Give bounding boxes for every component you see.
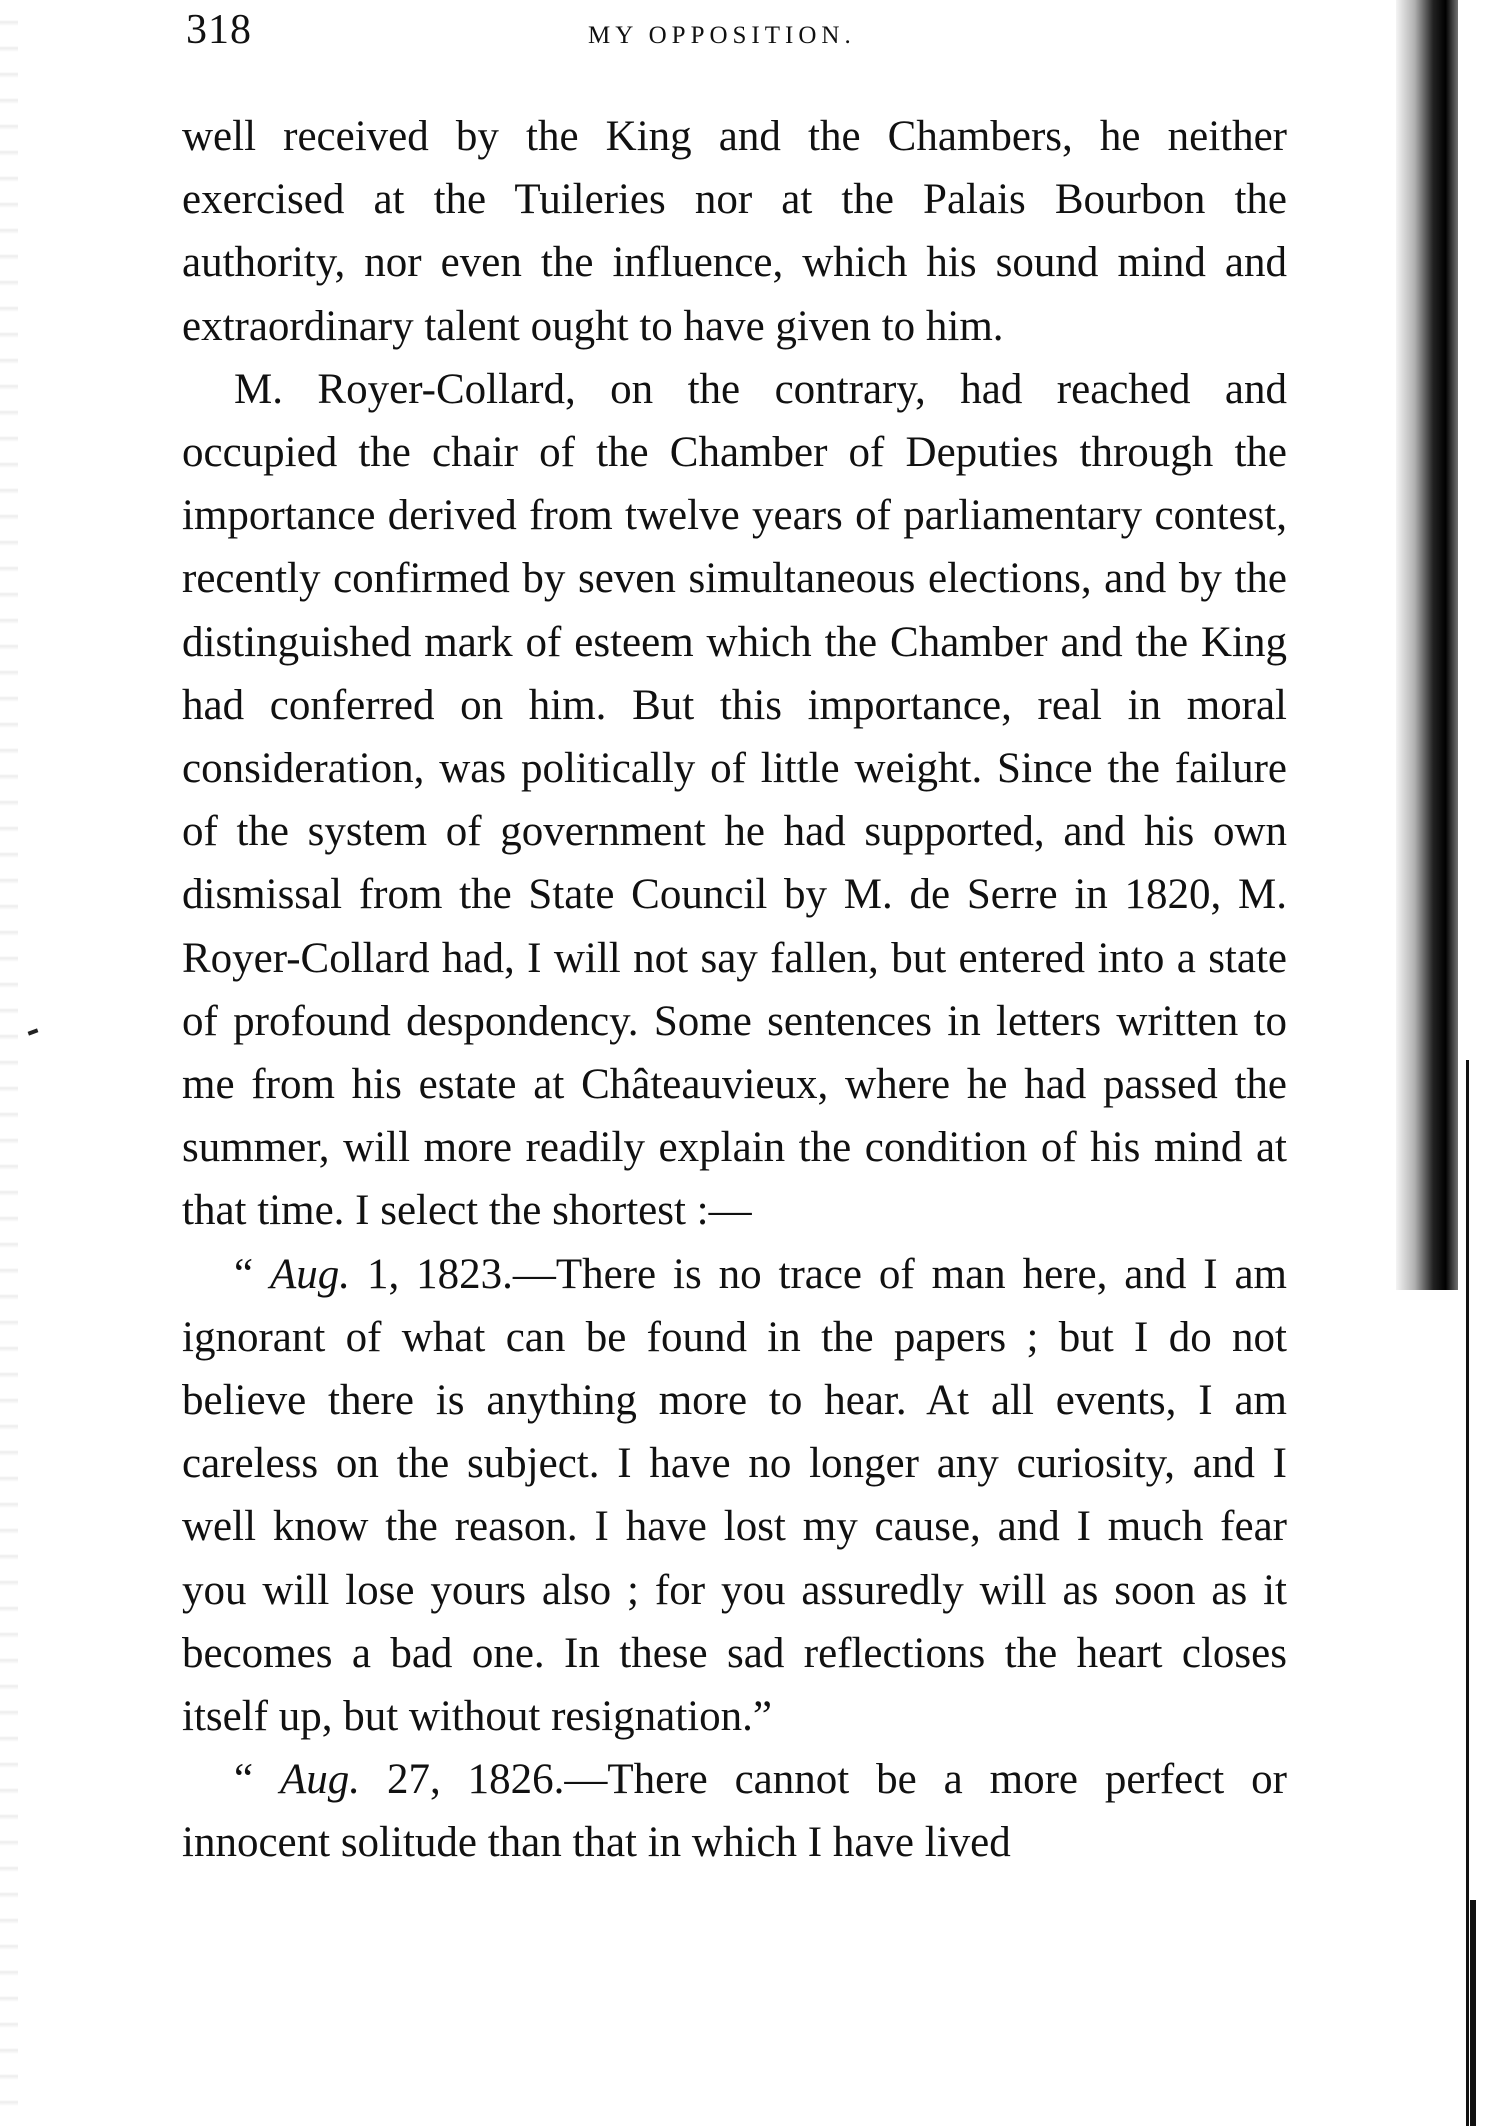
- body-text: [182, 105, 1287, 1875]
- page-number: 318: [186, 7, 252, 53]
- binding-gutter-shadow: [1396, 0, 1458, 1290]
- page-edge-speckle: [0, 0, 18, 2126]
- page-edge-line: [1466, 1060, 1469, 2126]
- quote-date-month: Aug.: [280, 1756, 361, 1804]
- paragraph-text: M. Royer-Collard, on the contrary, had reached and occupied the chair of the Chamber of Deputies through the importance derived from twelve years of parliamentary contest, recently confirmed by seven simultaneous elections, and by the distinguished mark of esteem which the Chamber and the King had conferred on him. But this importance, real in moral consideration, was politically of little weight. Since the failure of the system of government he had supported, and his own dismissal from the State Council by M. de Serre in 1820, M. Royer-Collard had, I will not say fallen, but entered into a state of profound despondency. Some sentences in letters written to me from his estate at Châteauvieux, where he had passed the summer, will more readily explain the condition of his mind at that time. I select the shortest :—: [182, 365, 1287, 1235]
- paragraph-text: 27, 1826.—There cannot be a more perfect or innocent solitude than that in which I have lived: [182, 1756, 1287, 1867]
- margin-mark: [28, 1028, 39, 1035]
- running-head: MY OPPOSITION.: [588, 22, 856, 49]
- letter-quote-1826: [182, 1748, 1287, 1874]
- paragraph-continued: [182, 105, 1287, 358]
- quote-date-month: Aug.: [270, 1250, 351, 1298]
- paragraph-text: well received by the King and the Chambers, he neither exercised at the Tuileries nor at the Palais Bourbon the authority, nor even the influence, which his sound mind and extraordinary talent ought to have given to him.: [182, 113, 1287, 350]
- open-quote: “: [234, 1250, 270, 1298]
- open-quote: “: [234, 1756, 281, 1804]
- paragraph-royer-collard: [182, 358, 1287, 1243]
- paragraph-text: 1, 1823.—There is no trace of man here, and I am ignorant of what can be found in the papers ; but I do not believe there is anything more to hear. At all events, I am careless on the subject. I have no longer any curiosity, and I well know the reason. I have lost my cause, and I much fear you will lose yours also ; for you assuredly will as soon as it becomes a bad one. In these sad reflections the heart closes itself up, but without resignation.”: [182, 1250, 1287, 1741]
- letter-quote-1823: [182, 1243, 1287, 1749]
- page-edge-line: [1470, 1900, 1476, 2126]
